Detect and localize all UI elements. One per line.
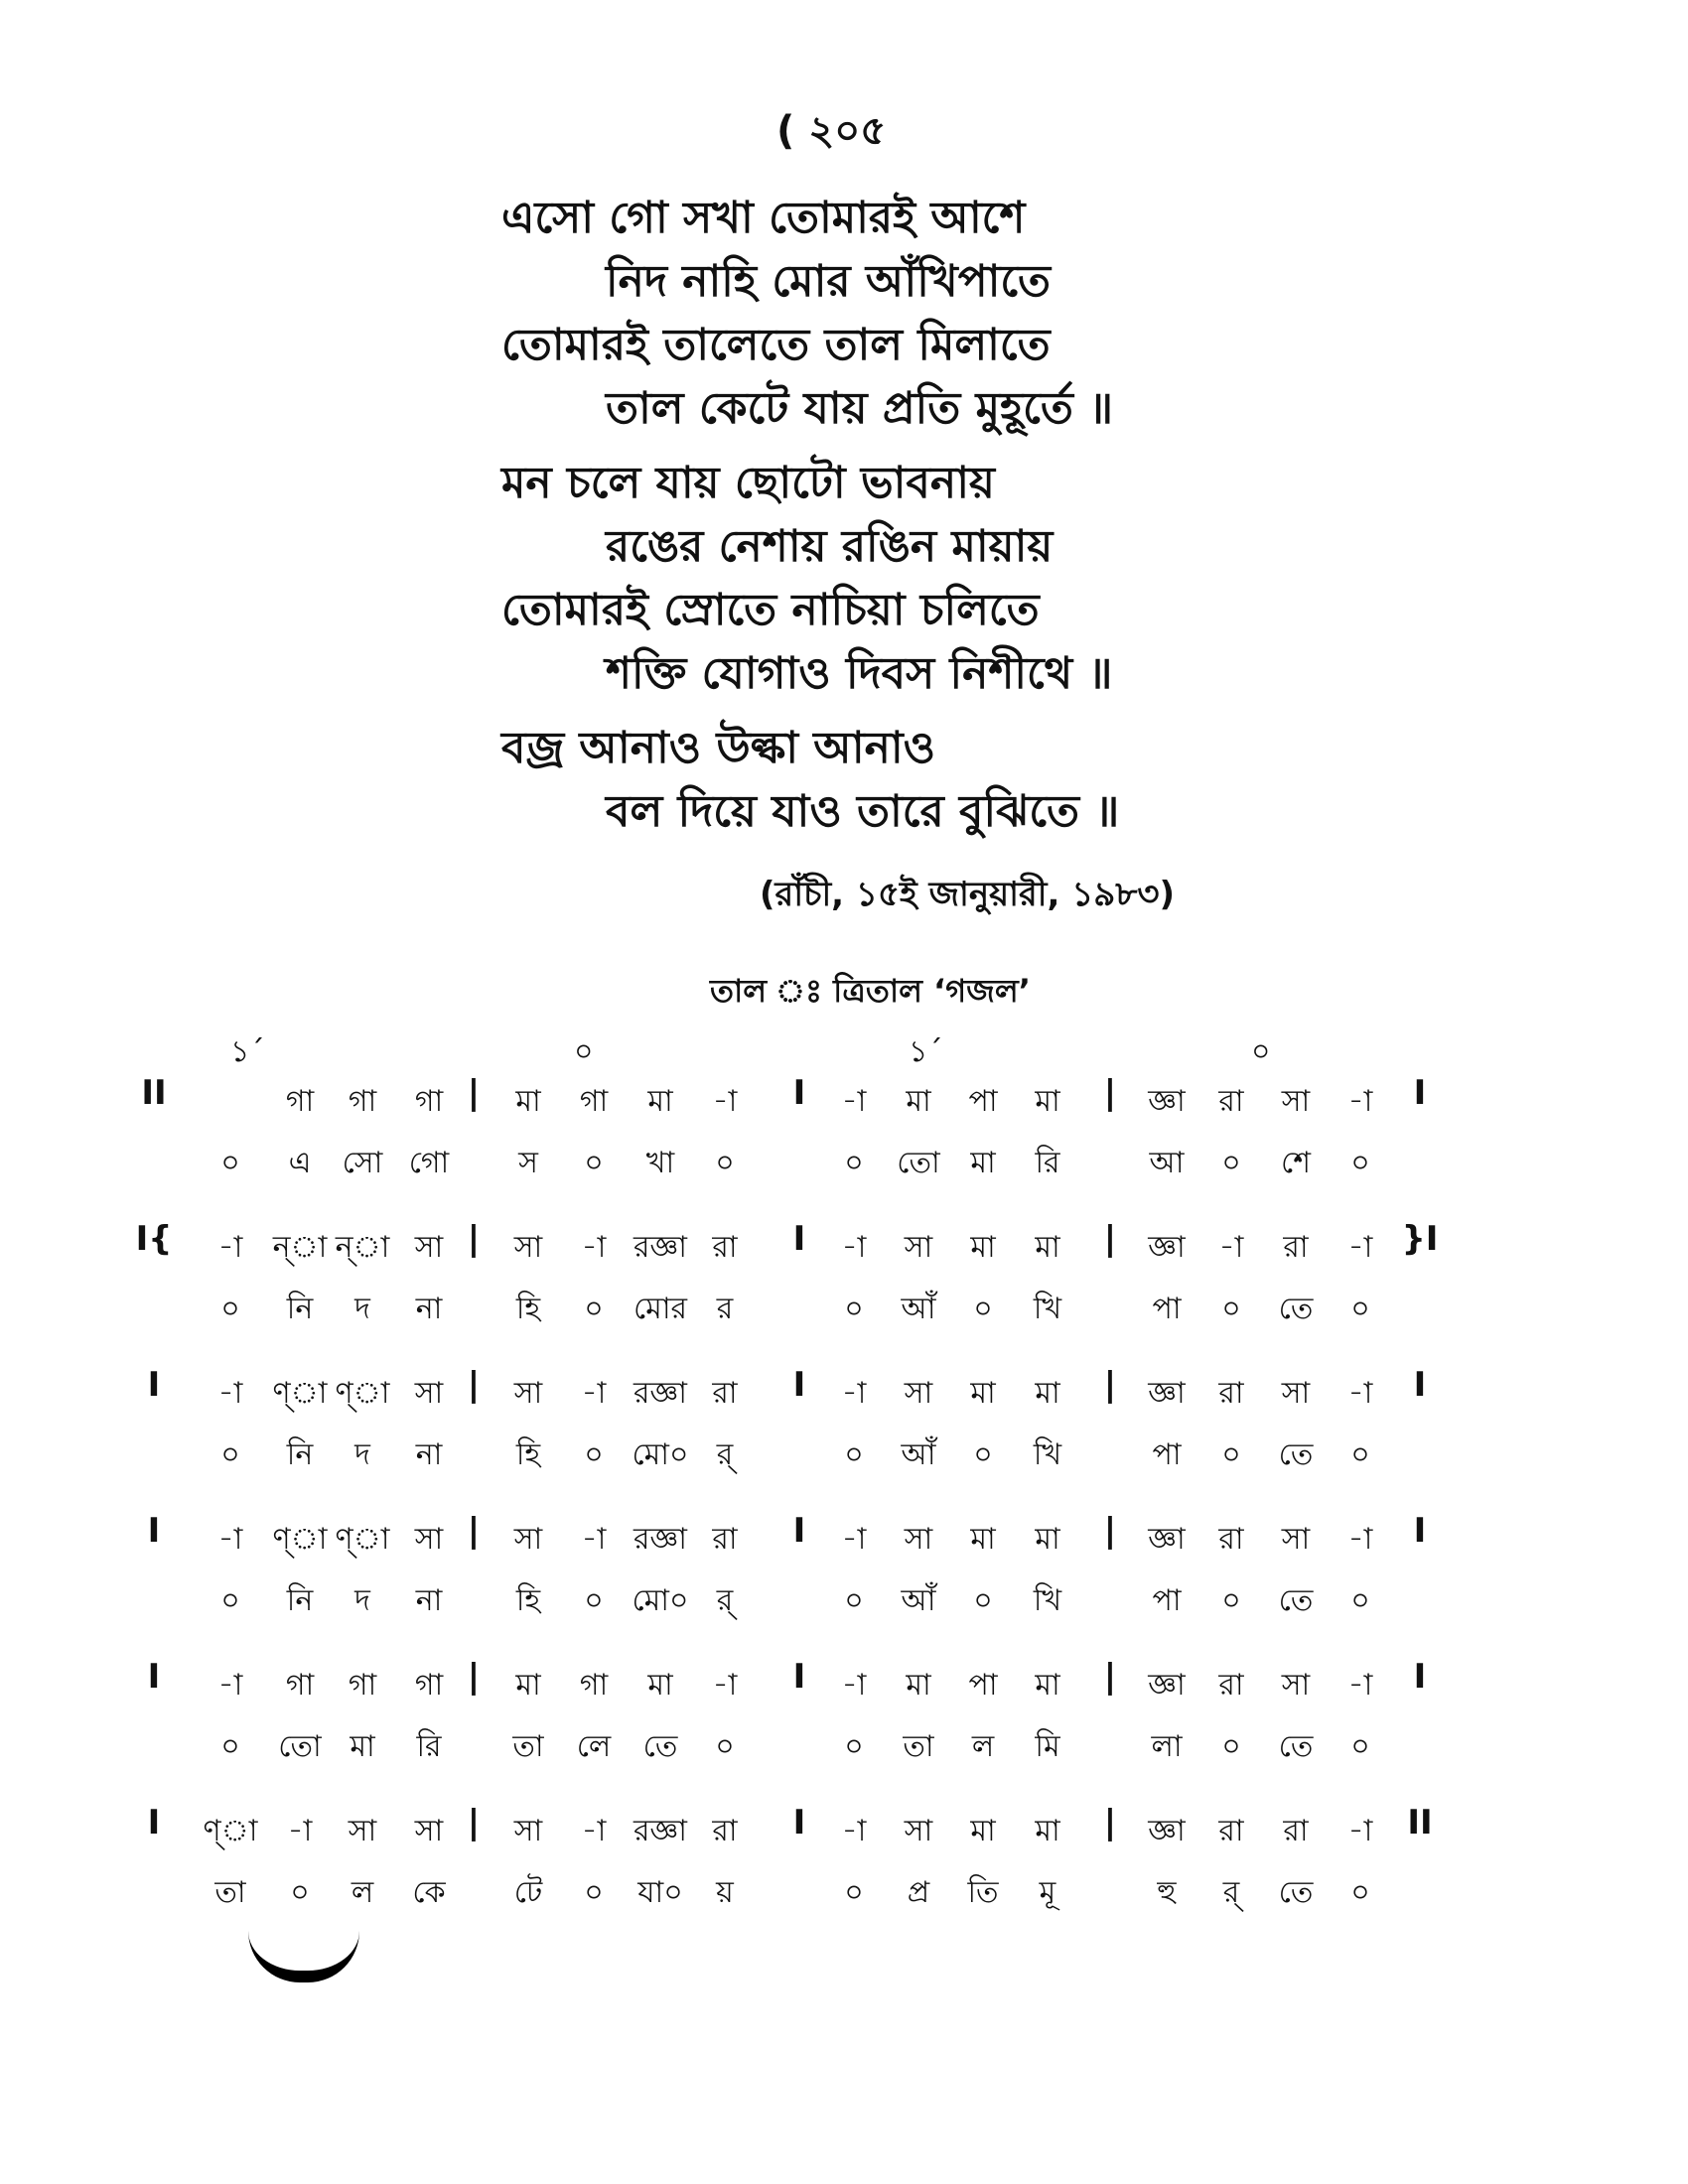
- lyric-syllable: রি: [1035, 1146, 1060, 1180]
- lyric-syllable: ল: [351, 1875, 374, 1910]
- bar-line: |: [467, 1511, 481, 1551]
- row-start-mark: II: [141, 1073, 167, 1113]
- lyric-syllable: শে: [1281, 1146, 1311, 1180]
- lyric-syllable: ০: [844, 1437, 864, 1472]
- bar-line: |: [467, 1657, 481, 1697]
- verse-line: বল দিয়ে যাও তারে বুঝিতে ॥: [606, 786, 1120, 837]
- lyric-syllable: হি: [515, 1583, 541, 1618]
- swara-note: মা: [970, 1814, 996, 1848]
- swara-note: -া: [841, 1814, 867, 1848]
- lyric-syllable: ০: [584, 1437, 604, 1472]
- swara-note: সা: [348, 1814, 377, 1848]
- lyric-syllable: ০: [220, 1583, 240, 1618]
- row-end-mark: I: [1413, 1657, 1427, 1697]
- lyric-syllable: তে: [1278, 1875, 1314, 1910]
- lyric-syllable: তা: [214, 1875, 246, 1910]
- lyric-syllable: খি: [1033, 1437, 1062, 1472]
- bar-line-major: I: [792, 1073, 806, 1113]
- swara-note: রা: [712, 1522, 738, 1557]
- lyric-syllable: পা: [1152, 1583, 1182, 1618]
- verse-line: নিদ নাহি মোর আঁখিপাতে: [606, 256, 1052, 307]
- swara-note: -া: [581, 1522, 607, 1557]
- lyric-syllable: তে: [1278, 1437, 1314, 1472]
- swara-note: সা: [1281, 1522, 1311, 1557]
- swara-note: -া: [217, 1230, 243, 1265]
- swara-note: জ্ঞা: [1148, 1376, 1186, 1411]
- swara-note: ণ্া: [272, 1522, 328, 1557]
- swara-note: পা: [968, 1084, 998, 1119]
- lyric-syllable: নি: [286, 1437, 314, 1472]
- lyric-syllable: ল: [971, 1729, 995, 1764]
- verse-line: শক্তি যোগাও দিবস নিশীথে ॥: [606, 648, 1113, 699]
- row-start-mark: I: [147, 1657, 161, 1697]
- lyric-syllable: ০: [844, 1583, 864, 1618]
- swara-note: -া: [581, 1376, 607, 1411]
- bar-line-major: I: [792, 1219, 806, 1259]
- swara-note: সা: [513, 1814, 543, 1848]
- lyric-syllable: ০: [844, 1729, 864, 1764]
- lyric-syllable: ০: [584, 1292, 604, 1326]
- swara-note: -া: [581, 1814, 607, 1848]
- swara-note: জ্ঞা: [1148, 1084, 1186, 1119]
- swara-note: মা: [647, 1084, 673, 1119]
- bar-line: |: [467, 1365, 481, 1405]
- row-end-mark: }I: [1401, 1219, 1439, 1259]
- swara-note: জ্ঞা: [1148, 1814, 1186, 1848]
- swara-note: -া: [1347, 1814, 1373, 1848]
- lyric-syllable: ০: [844, 1875, 864, 1910]
- lyric-syllable: ০: [1221, 1292, 1241, 1326]
- verse-line: বজ্র আনাও উল্কা আনাও: [501, 723, 936, 773]
- lyric-syllable: সো: [342, 1146, 383, 1180]
- bar-line: |: [1103, 1803, 1117, 1843]
- row-end-mark: I: [1413, 1511, 1427, 1551]
- lyric-syllable: আঁ: [901, 1583, 936, 1618]
- lyric-syllable: মা: [970, 1146, 996, 1180]
- lyric-syllable: তা: [903, 1729, 934, 1764]
- swara-note: -া: [841, 1230, 867, 1265]
- row-end-mark: II: [1407, 1803, 1433, 1843]
- swara-note: রা: [712, 1814, 738, 1848]
- lyric-syllable: তো: [897, 1146, 940, 1180]
- swara-note: রজ্ঞা: [633, 1376, 687, 1411]
- swara-note: মা: [1035, 1084, 1060, 1119]
- lyric-syllable: ০: [973, 1437, 993, 1472]
- lyric-syllable: ০: [715, 1146, 735, 1180]
- swara-note: -া: [712, 1668, 738, 1703]
- swara-note: সা: [513, 1376, 543, 1411]
- lyric-syllable: মা: [350, 1729, 375, 1764]
- swara-note: -া: [841, 1084, 867, 1119]
- swara-note: মা: [1035, 1814, 1060, 1848]
- swara-note: সা: [513, 1522, 543, 1557]
- swara-note: -া: [217, 1522, 243, 1557]
- lyric-syllable: খি: [1033, 1292, 1062, 1326]
- swara-note: ণ্া: [335, 1376, 390, 1411]
- verse-line: তোমারই তালেতে তাল মিলাতে: [501, 320, 1051, 370]
- swara-note: মা: [906, 1084, 931, 1119]
- lyric-syllable: ০: [220, 1729, 240, 1764]
- swara-note: -া: [841, 1376, 867, 1411]
- bar-line: |: [467, 1073, 481, 1113]
- lyric-syllable: মূ: [1039, 1875, 1056, 1910]
- lyric-syllable: আ: [1149, 1146, 1185, 1180]
- lyric-syllable: নি: [286, 1583, 314, 1618]
- lyric-syllable: স: [518, 1146, 538, 1180]
- swara-note: মা: [515, 1084, 541, 1119]
- lyric-syllable: ০: [1350, 1875, 1370, 1910]
- swara-note: গা: [414, 1668, 444, 1703]
- swara-note: সা: [904, 1814, 933, 1848]
- swara-note: মা: [1035, 1668, 1060, 1703]
- swara-note: -া: [217, 1668, 243, 1703]
- bar-line: |: [467, 1803, 481, 1843]
- swara-note: -া: [841, 1668, 867, 1703]
- swara-note: জ্ঞা: [1148, 1522, 1186, 1557]
- swara-note: -া: [841, 1522, 867, 1557]
- bar-line-major: I: [792, 1657, 806, 1697]
- lyric-syllable: ০: [220, 1146, 240, 1180]
- swara-note: -া: [1347, 1230, 1373, 1265]
- swara-note: -া: [1347, 1084, 1373, 1119]
- lyric-syllable: ০: [1221, 1729, 1241, 1764]
- swara-note: রজ্ঞা: [633, 1230, 687, 1265]
- lyric-syllable: ০: [844, 1146, 864, 1180]
- swara-note: ণ্া: [203, 1814, 258, 1848]
- lyric-syllable: মো০: [632, 1437, 689, 1472]
- lyric-syllable: ০: [973, 1292, 993, 1326]
- lyric-syllable: ০: [220, 1292, 240, 1326]
- beat-marker: ০: [1251, 1034, 1271, 1069]
- lyric-syllable: না: [415, 1437, 443, 1472]
- swara-note: মা: [906, 1668, 931, 1703]
- swara-note: -া: [1347, 1668, 1373, 1703]
- lyric-syllable: ০: [220, 1437, 240, 1472]
- lyric-syllable: য়: [716, 1875, 734, 1910]
- lyric-syllable: তো: [278, 1729, 322, 1764]
- verse-line: তোমারই স্রোতে নাচিয়া চলিতে: [501, 585, 1040, 635]
- lyric-syllable: পা: [1152, 1292, 1182, 1326]
- lyric-syllable: র্: [1222, 1875, 1240, 1910]
- swara-note: সা: [904, 1376, 933, 1411]
- lyric-syllable: নি: [286, 1292, 314, 1326]
- lyric-syllable: র্: [716, 1583, 734, 1618]
- lyric-syllable: ০: [584, 1583, 604, 1618]
- lyric-syllable: ০: [1350, 1583, 1370, 1618]
- verse-line: এসো গো সখা তোমারই আশে: [501, 193, 1026, 243]
- bar-line: |: [467, 1219, 481, 1259]
- bar-line-major: I: [792, 1803, 806, 1843]
- verse-1: [501, 187, 1494, 441]
- swara-note: মা: [970, 1522, 996, 1557]
- swara-note: সা: [1281, 1668, 1311, 1703]
- swara-note: রা: [712, 1230, 738, 1265]
- swara-note: গা: [579, 1668, 609, 1703]
- bar-line: |: [1103, 1511, 1117, 1551]
- swara-note: গা: [348, 1084, 377, 1119]
- swara-note: রা: [1218, 1376, 1244, 1411]
- bar-line: |: [1103, 1657, 1117, 1697]
- swara-note: সা: [414, 1230, 444, 1265]
- swara-note: গা: [285, 1084, 315, 1119]
- swara-note: গা: [348, 1668, 377, 1703]
- lyric-syllable: ০: [1350, 1292, 1370, 1326]
- lyric-syllable: আঁ: [901, 1437, 936, 1472]
- verse-3: [501, 717, 1494, 844]
- verse-line: মন চলে যায় ছোটো ভাবনায়: [501, 458, 995, 508]
- swara-note: রজ্ঞা: [633, 1522, 687, 1557]
- lyric-syllable: ০: [1350, 1729, 1370, 1764]
- swara-note: সা: [414, 1814, 444, 1848]
- lyric-syllable: পা: [1152, 1437, 1182, 1472]
- swara-note: সা: [1281, 1084, 1311, 1119]
- swara-note: -া: [1218, 1230, 1244, 1265]
- swara-note: মা: [1035, 1522, 1060, 1557]
- lyric-syllable: না: [415, 1292, 443, 1326]
- lyric-syllable: দ: [354, 1437, 370, 1472]
- row-start-mark: I{: [135, 1219, 173, 1259]
- lyric-syllable: গো: [408, 1146, 450, 1180]
- verse-line: তাল কেটে যায় প্রতি মুহূর্তে ॥: [606, 383, 1114, 434]
- lyric-syllable: ০: [844, 1292, 864, 1326]
- lyric-syllable: ০: [1350, 1437, 1370, 1472]
- swara-note: -া: [287, 1814, 313, 1848]
- lyric-syllable: মি: [1035, 1729, 1060, 1764]
- swara-note: -া: [1347, 1376, 1373, 1411]
- lyric-syllable: আঁ: [901, 1292, 936, 1326]
- swara-note: সা: [1281, 1376, 1311, 1411]
- lyric-syllable: মোর: [633, 1292, 688, 1326]
- swara-note: রা: [712, 1376, 738, 1411]
- swara-note: রা: [1218, 1814, 1244, 1848]
- lyric-syllable: এ: [288, 1146, 312, 1180]
- swara-note: রা: [1283, 1814, 1309, 1848]
- swara-note: গা: [579, 1084, 609, 1119]
- swara-note: -া: [712, 1084, 738, 1119]
- row-end-mark: I: [1413, 1365, 1427, 1405]
- swara-note: ণ্া: [335, 1522, 390, 1557]
- composition-dateline: (রাঁচী, ১৫ই জানুয়ারী, ১৯৮৩): [760, 875, 1176, 914]
- swara-note: মা: [970, 1230, 996, 1265]
- lyric-syllable: হি: [515, 1437, 541, 1472]
- lyric-syllable: ০: [290, 1875, 310, 1910]
- lyric-syllable: তি: [967, 1875, 999, 1910]
- swara-note: পা: [968, 1668, 998, 1703]
- swara-note: সা: [414, 1522, 444, 1557]
- bar-line: |: [1103, 1219, 1117, 1259]
- beat-marker: ১´: [230, 1034, 265, 1069]
- lyric-syllable: প্র: [907, 1875, 930, 1910]
- swara-note: মা: [970, 1376, 996, 1411]
- lyric-syllable: দ: [354, 1583, 370, 1618]
- lyric-syllable: খি: [1033, 1583, 1062, 1618]
- lyric-syllable: তে: [1278, 1583, 1314, 1618]
- lyric-syllable: ০: [1221, 1583, 1241, 1618]
- swara-note: -া: [581, 1230, 607, 1265]
- swara-note: মা: [647, 1668, 673, 1703]
- lyric-syllable: র্: [716, 1437, 734, 1472]
- lyric-syllable: রি: [416, 1729, 442, 1764]
- swara-note: সা: [904, 1230, 933, 1265]
- swara-note: গা: [414, 1084, 444, 1119]
- swara-note: রা: [1218, 1668, 1244, 1703]
- lyric-syllable: ০: [584, 1146, 604, 1180]
- swara-note: রা: [1218, 1084, 1244, 1119]
- swara-note: ন্া: [335, 1230, 390, 1265]
- swara-note: মা: [1035, 1230, 1060, 1265]
- lyric-syllable: ০: [584, 1875, 604, 1910]
- tala-heading: তাল ঃ ত্রিতাল ‘গজল’: [710, 972, 1031, 1010]
- lyric-syllable: দ: [354, 1292, 370, 1326]
- lyric-syllable: কে: [412, 1875, 446, 1910]
- lyric-syllable: মো০: [632, 1583, 689, 1618]
- swara-note: রা: [1283, 1230, 1309, 1265]
- lyric-syllable: ০: [973, 1583, 993, 1618]
- lyric-syllable: তে: [1278, 1292, 1314, 1326]
- swara-note: রজ্ঞা: [633, 1814, 687, 1848]
- beat-marker: ০: [574, 1034, 594, 1069]
- swara-note: জ্ঞা: [1148, 1668, 1186, 1703]
- beat-marker: ১´: [909, 1034, 943, 1069]
- swara-note: মা: [515, 1668, 541, 1703]
- swara-note: -া: [217, 1376, 243, 1411]
- swara-note: মা: [1035, 1376, 1060, 1411]
- verse-line: রঙের নেশায় রঙিন মায়ায়: [606, 521, 1054, 572]
- lyric-syllable: ০: [1350, 1146, 1370, 1180]
- row-start-mark: I: [147, 1803, 161, 1843]
- lyric-syllable: যা০: [637, 1875, 683, 1910]
- lyric-syllable: হু: [1157, 1875, 1177, 1910]
- row-end-mark: I: [1413, 1073, 1427, 1113]
- row-start-mark: I: [147, 1511, 161, 1551]
- meend-slur-mark: [248, 1931, 359, 1982]
- lyric-syllable: খা: [645, 1146, 675, 1180]
- bar-line: |: [1103, 1073, 1117, 1113]
- lyric-syllable: তা: [512, 1729, 544, 1764]
- page-number: ( ২০৫: [776, 108, 887, 154]
- swara-note: সা: [414, 1376, 444, 1411]
- swara-note: সা: [513, 1230, 543, 1265]
- lyric-syllable: ০: [1221, 1437, 1241, 1472]
- swara-note: জ্ঞা: [1148, 1230, 1186, 1265]
- swara-note: রা: [1218, 1522, 1244, 1557]
- row-start-mark: I: [147, 1365, 161, 1405]
- verse-2: [501, 452, 1494, 706]
- swara-note: ন্া: [272, 1230, 328, 1265]
- bar-line-major: I: [792, 1511, 806, 1551]
- lyric-syllable: তে: [1278, 1729, 1314, 1764]
- swara-note: -া: [1347, 1522, 1373, 1557]
- lyric-syllable: ০: [715, 1729, 735, 1764]
- swara-note: গা: [285, 1668, 315, 1703]
- lyric-syllable: টে: [513, 1875, 543, 1910]
- bar-line-major: I: [792, 1365, 806, 1405]
- bar-line: |: [1103, 1365, 1117, 1405]
- lyric-syllable: হি: [515, 1292, 541, 1326]
- lyric-syllable: লে: [576, 1729, 612, 1764]
- lyric-syllable: তে: [642, 1729, 678, 1764]
- lyric-syllable: র: [716, 1292, 734, 1326]
- swara-note: ণ্া: [272, 1376, 328, 1411]
- lyric-syllable: ০: [1221, 1146, 1241, 1180]
- swara-note: সা: [904, 1522, 933, 1557]
- lyric-syllable: না: [415, 1583, 443, 1618]
- lyric-syllable: লা: [1151, 1729, 1183, 1764]
